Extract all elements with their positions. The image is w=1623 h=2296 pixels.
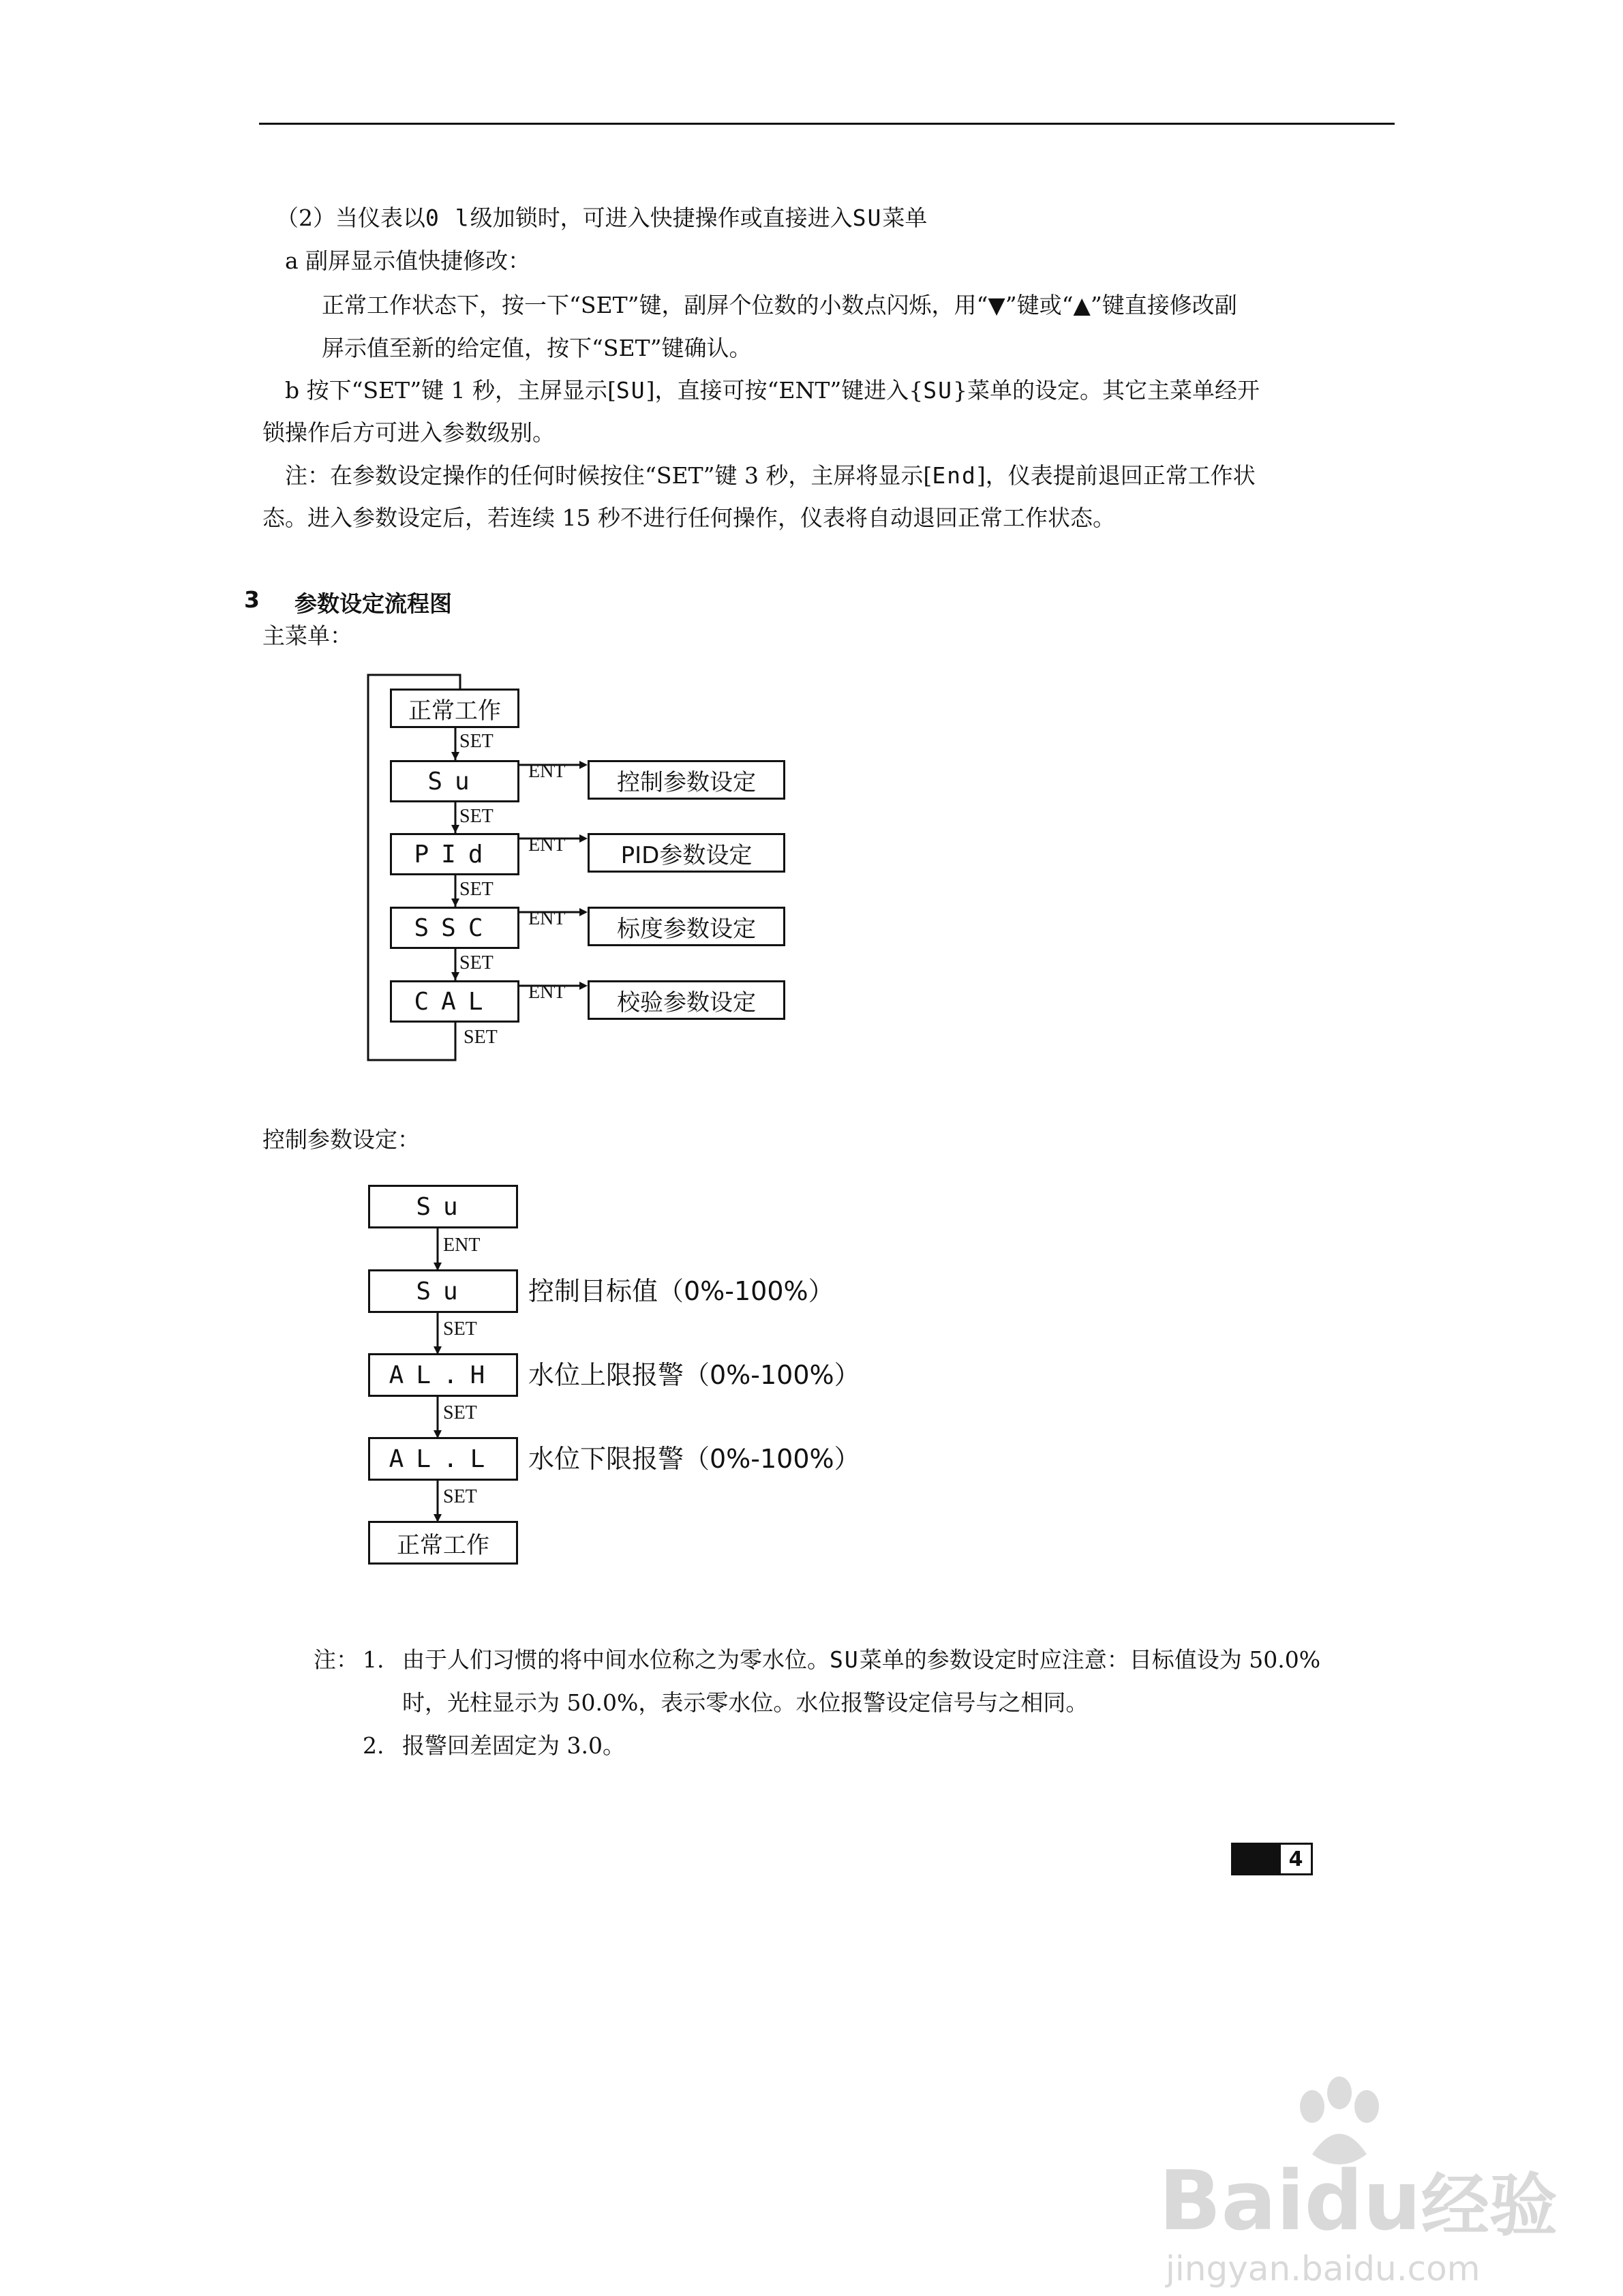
note1-text-post: 菜单的参数设定时应注意：目标值设为 50.0% xyxy=(859,1646,1321,1673)
set-label: SET xyxy=(443,1318,477,1340)
b-text-post: }菜单的设定。其它主菜单经开 xyxy=(953,377,1260,404)
note-text-pre: 注：在参数设定操作的任何时候按住“SET”键 3 秒，主屏将显示[ xyxy=(285,462,932,489)
page-number-badge xyxy=(1231,1843,1313,1875)
section2-a-title: a 副屏显示值快捷修改： xyxy=(285,247,531,274)
su-display: SU xyxy=(616,377,646,404)
upper-alarm-desc: 水位上限报警（0%-100%） xyxy=(528,1360,860,1390)
note2-text: 报警回差固定为 3.0。 xyxy=(402,1732,625,1759)
header-rule xyxy=(259,123,1395,125)
ent-label: ENT xyxy=(528,761,566,782)
watermark-bai: Bai xyxy=(1159,2154,1305,2249)
watermark-url: jingyan.baidu.com xyxy=(1166,2249,1481,2289)
calibration-params-box: 校验参数设定 xyxy=(588,980,785,1020)
line1-text-pre: （2）当仪表以 xyxy=(276,205,425,231)
section2-a-body1: 正常工作状态下，按一下“SET”键，副屏个位数的小数点闪烁，用“▼”键或“▲”键直接修改副 xyxy=(322,292,1237,318)
b-text-pre: b 按下“SET”键 1 秒，主屏显示[ xyxy=(285,377,616,404)
su-menu-box: Su xyxy=(390,760,519,802)
control-params-box: 控制参数设定 xyxy=(588,760,785,800)
section2-a-body2: 屏示值至新的给定值，按下“SET”键确认。 xyxy=(322,335,752,361)
set-label: SET xyxy=(459,952,494,973)
main-menu-label: 主菜单： xyxy=(262,622,352,649)
note-text-post: ]，仪表提前退回正常工作状 xyxy=(976,462,1256,489)
section2-note-line2: 态。进入参数设定后，若连续 15 秒不进行任何操作，仪表将自动退回正常工作状态。 xyxy=(262,504,1115,531)
section2-note-line1 xyxy=(285,462,1256,489)
section2-b-line1 xyxy=(285,377,1260,404)
su-display: SU xyxy=(830,1646,860,1673)
su-start-box: Su xyxy=(368,1185,518,1228)
page-number: 4 xyxy=(1288,1847,1303,1871)
section2-b-line2: 锁操作后方可进入参数级别。 xyxy=(262,419,555,446)
note1-text-pre: 由于人们习惯的将中间水位称之为零水位。 xyxy=(402,1646,830,1673)
ent-label: ENT xyxy=(528,982,566,1003)
notes-prefix: 注： xyxy=(314,1646,359,1673)
cal-menu-box: CAL xyxy=(390,980,519,1023)
note1-number: 1. xyxy=(363,1646,384,1673)
set-label: SET xyxy=(459,731,494,752)
lower-alarm-desc: 水位下限报警（0%-100%） xyxy=(528,1444,860,1474)
line1-text-post: 菜单 xyxy=(882,205,928,231)
normal-work-end-box: 正常工作 xyxy=(368,1521,518,1565)
ent-label: ENT xyxy=(528,908,566,929)
pid-menu-box: PId xyxy=(390,833,519,875)
end-display: End xyxy=(932,462,977,489)
note2-number: 2. xyxy=(363,1732,384,1759)
alh-box: AL.H xyxy=(368,1353,518,1397)
line1-text-mid: 级加锁时，可进入快捷操作或直接进入 xyxy=(470,205,853,231)
control-params-label: 控制参数设定： xyxy=(262,1126,420,1153)
su-target-box: Su xyxy=(368,1269,518,1313)
page-badge-block xyxy=(1233,1845,1281,1873)
ssc-menu-box: SSC xyxy=(390,907,519,949)
set-label: SET xyxy=(464,1027,498,1048)
watermark-brand xyxy=(1159,2154,1558,2250)
set-label: SET xyxy=(459,806,494,827)
su-display: SU xyxy=(923,377,954,404)
scale-params-box: 标度参数设定 xyxy=(588,907,785,946)
set-label: SET xyxy=(443,1486,477,1507)
ent-label: ENT xyxy=(443,1235,481,1256)
section3-title: 参数设定流程图 xyxy=(294,590,452,617)
lock-level-display: 0 l xyxy=(425,205,470,231)
set-label: SET xyxy=(443,1402,477,1423)
b-text-mid: ]，直接可按“ENT”键进入{ xyxy=(646,377,924,404)
pid-params-box: PID参数设定 xyxy=(588,833,785,873)
section2-line1 xyxy=(276,205,927,232)
target-value-desc: 控制目标值（0%-100%） xyxy=(528,1276,834,1306)
section3-number: 3 xyxy=(244,586,260,613)
set-label: SET xyxy=(459,879,494,900)
all-box: AL.L xyxy=(368,1437,518,1481)
watermark-du: du xyxy=(1304,2154,1421,2249)
ent-label: ENT xyxy=(528,834,566,856)
normal-work-box: 正常工作 xyxy=(390,689,519,728)
note1-line1 xyxy=(402,1646,1320,1674)
note1-line2: 时，光柱显示为 50.0%，表示零水位。水位报警设定信号与之相同。 xyxy=(402,1689,1089,1716)
su-display: SU xyxy=(852,205,883,231)
watermark-jingyan: 经验 xyxy=(1421,2166,1558,2246)
